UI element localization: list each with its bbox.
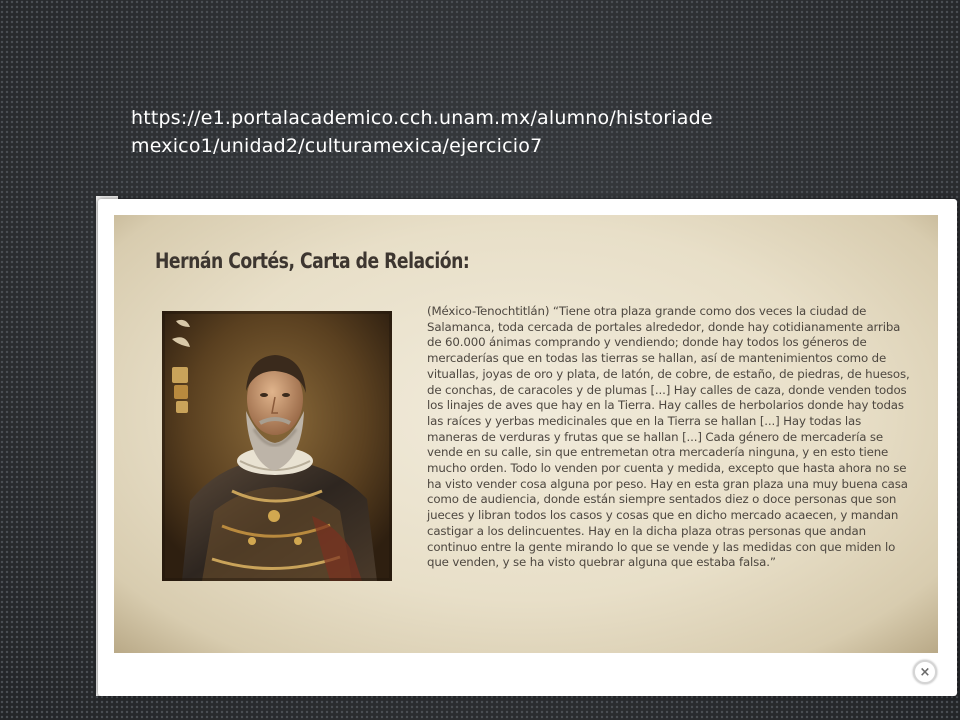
modal-title: Hernán Cortés, Carta de Relación: <box>155 249 470 273</box>
quote-text: (México-Tenochtitlán) “Tiene otra plaza grande como dos veces la ciudad de Salamanca, toda cercada de portales alrededor, donde hay cotidianamente arriba de 60.000 ánimas comprando y vendiendo; donde hay todos los géneros de mercaderías que en todas las tierras se hallan, así de mantenimientos como de vituallas, joyas de oro y plata, de latón, de cobre, de estaño, de piedras, de huesos, de conchas, de caracoles y de plumas [...] Hay calles de caza, donde venden todos los linajes de aves que hay en la Tierra. Hay calles de herbolarios donde hay todas las raíces y yerbas medicinales que en la Tierra se hallan [...] Hay todas las maneras de verduras y frutas que se hallan [...] Cada género de mercadería se vende en su calle, sin que entremetan otra mercadería ninguna, y en esto tiene mucho orden. Todo lo venden por cuenta y medida, excepto que hasta ahora no se ha visto vender cosa alguna por peso. Hay en esta gran plaza una muy buena casa como de audiencia, donde están siempre sentados diez o doce personas que son jueces y libran todos los casos y cosas que en dicho mercado acaecen, y mandan castigar a los delincuentes. Hay en la dicha plaza otras personas que andan continuo entre la gente mirando lo que se vende y las medidas con que miden lo que venden, y se ha visto quebrar alguna que estaba falsa.” <box>427 304 910 570</box>
lightbox-modal <box>98 199 957 696</box>
url-line-2: mexico1/unidad2/culturamexica/ejercicio7 <box>131 135 543 157</box>
url-line-1: https://e1.portalacademico.cch.unam.mx/alumno/historiade <box>131 107 713 129</box>
slide-url <box>131 104 871 160</box>
close-icon[interactable]: × <box>919 664 931 680</box>
close-button[interactable] <box>913 660 937 684</box>
parchment-panel <box>114 215 938 653</box>
portrait-icon <box>162 311 392 581</box>
